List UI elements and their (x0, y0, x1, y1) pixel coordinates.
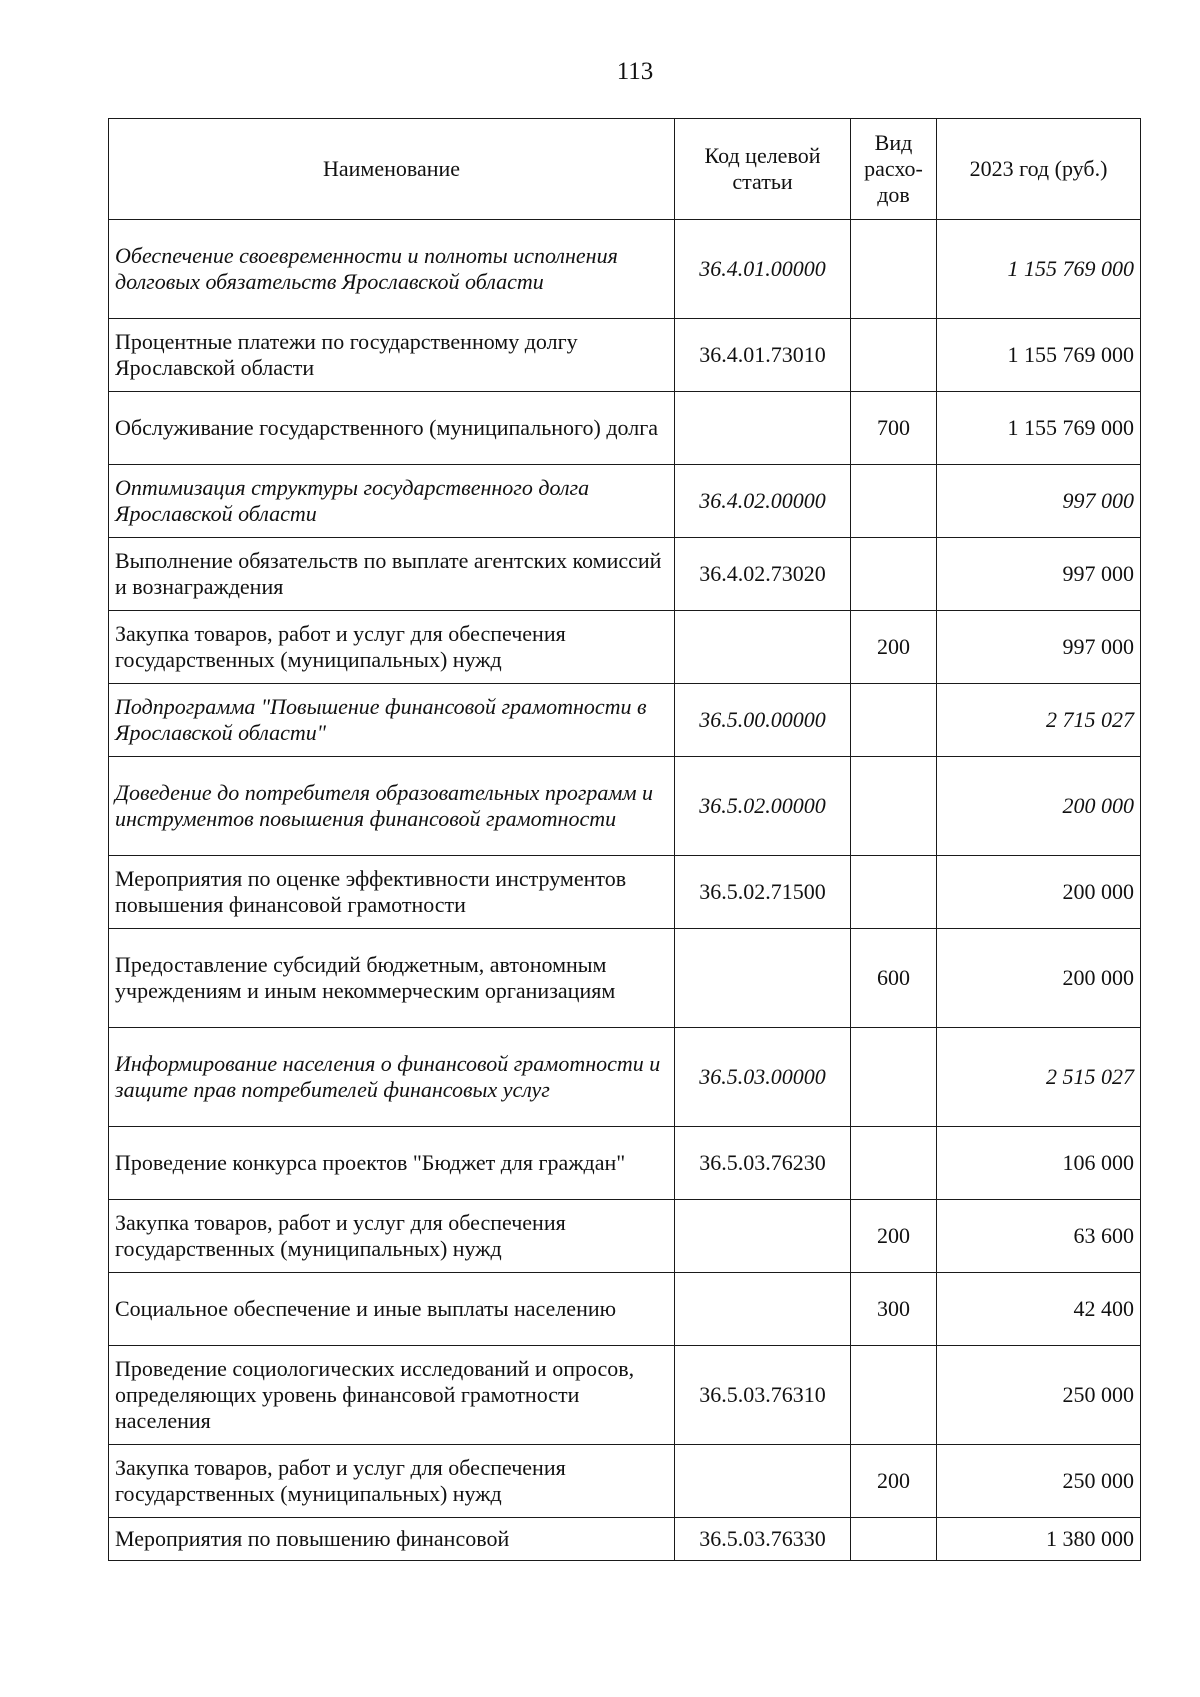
cell-type: 600 (851, 929, 937, 1028)
cell-sum: 2 515 027 (937, 1028, 1141, 1127)
cell-type: 700 (851, 392, 937, 465)
cell-sum: 200 000 (937, 856, 1141, 929)
table-row (109, 611, 1141, 684)
cell-sum: 63 600 (937, 1200, 1141, 1273)
cell-type (851, 856, 937, 929)
cell-type (851, 1346, 937, 1445)
cell-sum: 997 000 (937, 538, 1141, 611)
cell-type (851, 1127, 937, 1200)
table-row (109, 1273, 1141, 1346)
table-row (109, 465, 1141, 538)
cell-name: Обеспечение своевременности и полноты исполнения долговых обязательств Ярославской области (109, 220, 675, 319)
cell-code: 36.5.03.76330 (675, 1518, 851, 1561)
cell-name: Предоставление субсидий бюджетным, автономным учреждениям и иным некоммерческим организациям (109, 929, 675, 1028)
cell-name: Закупка товаров, работ и услуг для обеспечения государственных (муниципальных) нужд (109, 1445, 675, 1518)
cell-sum: 200 000 (937, 929, 1141, 1028)
cell-code: 36.5.03.76230 (675, 1127, 851, 1200)
table-row (109, 538, 1141, 611)
table-header-row (109, 119, 1141, 220)
cell-type (851, 1518, 937, 1561)
table-row (109, 1200, 1141, 1273)
cell-type (851, 465, 937, 538)
cell-name: Оптимизация структуры государственного долга Ярославской области (109, 465, 675, 538)
cell-name: Подпрограмма "Повышение финансовой грамотности в Ярославской области" (109, 684, 675, 757)
cell-code: 36.4.01.73010 (675, 319, 851, 392)
cell-type (851, 757, 937, 856)
cell-name: Доведение до потребителя образовательных программ и инструментов повышения финансовой грамотности (109, 757, 675, 856)
cell-sum: 1 155 769 000 (937, 392, 1141, 465)
cell-type: 300 (851, 1273, 937, 1346)
table-row (109, 392, 1141, 465)
cell-sum: 42 400 (937, 1273, 1141, 1346)
table-row (109, 757, 1141, 856)
cell-name: Социальное обеспечение и иные выплаты населению (109, 1273, 675, 1346)
cell-sum: 106 000 (937, 1127, 1141, 1200)
cell-name: Мероприятия по повышению финансовой (109, 1518, 675, 1561)
cell-code: 36.5.00.00000 (675, 684, 851, 757)
table-row (109, 319, 1141, 392)
table-body (109, 220, 1141, 1561)
cell-type (851, 1028, 937, 1127)
cell-sum: 2 715 027 (937, 684, 1141, 757)
budget-table (108, 118, 1141, 1561)
cell-sum: 997 000 (937, 611, 1141, 684)
cell-code (675, 1445, 851, 1518)
cell-type (851, 684, 937, 757)
cell-code: 36.4.01.00000 (675, 220, 851, 319)
cell-name: Мероприятия по оценке эффективности инструментов повышения финансовой грамотности (109, 856, 675, 929)
cell-sum: 1 380 000 (937, 1518, 1141, 1561)
cell-name: Закупка товаров, работ и услуг для обеспечения государственных (муниципальных) нужд (109, 1200, 675, 1273)
cell-code: 36.5.02.00000 (675, 757, 851, 856)
cell-type: 200 (851, 1200, 937, 1273)
table-row (109, 856, 1141, 929)
cell-name: Обслуживание государственного (муниципального) долга (109, 392, 675, 465)
cell-code: 36.5.03.00000 (675, 1028, 851, 1127)
cell-name: Выполнение обязательств по выплате агентских комиссий и вознаграждения (109, 538, 675, 611)
cell-code (675, 929, 851, 1028)
table-row (109, 220, 1141, 319)
cell-sum: 250 000 (937, 1346, 1141, 1445)
cell-code: 36.5.03.76310 (675, 1346, 851, 1445)
table-row (109, 1028, 1141, 1127)
cell-sum: 997 000 (937, 465, 1141, 538)
cell-code: 36.4.02.00000 (675, 465, 851, 538)
table-row (109, 1445, 1141, 1518)
table-row (109, 1346, 1141, 1445)
cell-code (675, 611, 851, 684)
header-name: Наименование (109, 119, 675, 220)
cell-sum: 1 155 769 000 (937, 319, 1141, 392)
header-code: Код целевой статьи (675, 119, 851, 220)
cell-name: Проведение социологических исследований и опросов, определяющих уровень финансовой грамотности населения (109, 1346, 675, 1445)
cell-sum: 200 000 (937, 757, 1141, 856)
cell-code: 36.5.02.71500 (675, 856, 851, 929)
cell-sum: 1 155 769 000 (937, 220, 1141, 319)
cell-name: Информирование населения о финансовой грамотности и защите прав потребителей финансовых услуг (109, 1028, 675, 1127)
table-row (109, 929, 1141, 1028)
cell-type (851, 220, 937, 319)
cell-code (675, 1273, 851, 1346)
header-type: Вид расхо-дов (851, 119, 937, 220)
cell-type (851, 319, 937, 392)
cell-sum: 250 000 (937, 1445, 1141, 1518)
page-number: 113 (616, 58, 654, 85)
cell-name: Проведение конкурса проектов "Бюджет для граждан" (109, 1127, 675, 1200)
table-row (109, 1127, 1141, 1200)
cell-code (675, 392, 851, 465)
cell-type: 200 (851, 1445, 937, 1518)
cell-name: Закупка товаров, работ и услуг для обеспечения государственных (муниципальных) нужд (109, 611, 675, 684)
cell-code (675, 1200, 851, 1273)
cell-type: 200 (851, 611, 937, 684)
header-sum: 2023 год (руб.) (937, 119, 1141, 220)
table-row (109, 684, 1141, 757)
table-row (109, 1518, 1141, 1561)
cell-code: 36.4.02.73020 (675, 538, 851, 611)
cell-name: Процентные платежи по государственному долгу Ярославской области (109, 319, 675, 392)
cell-type (851, 538, 937, 611)
